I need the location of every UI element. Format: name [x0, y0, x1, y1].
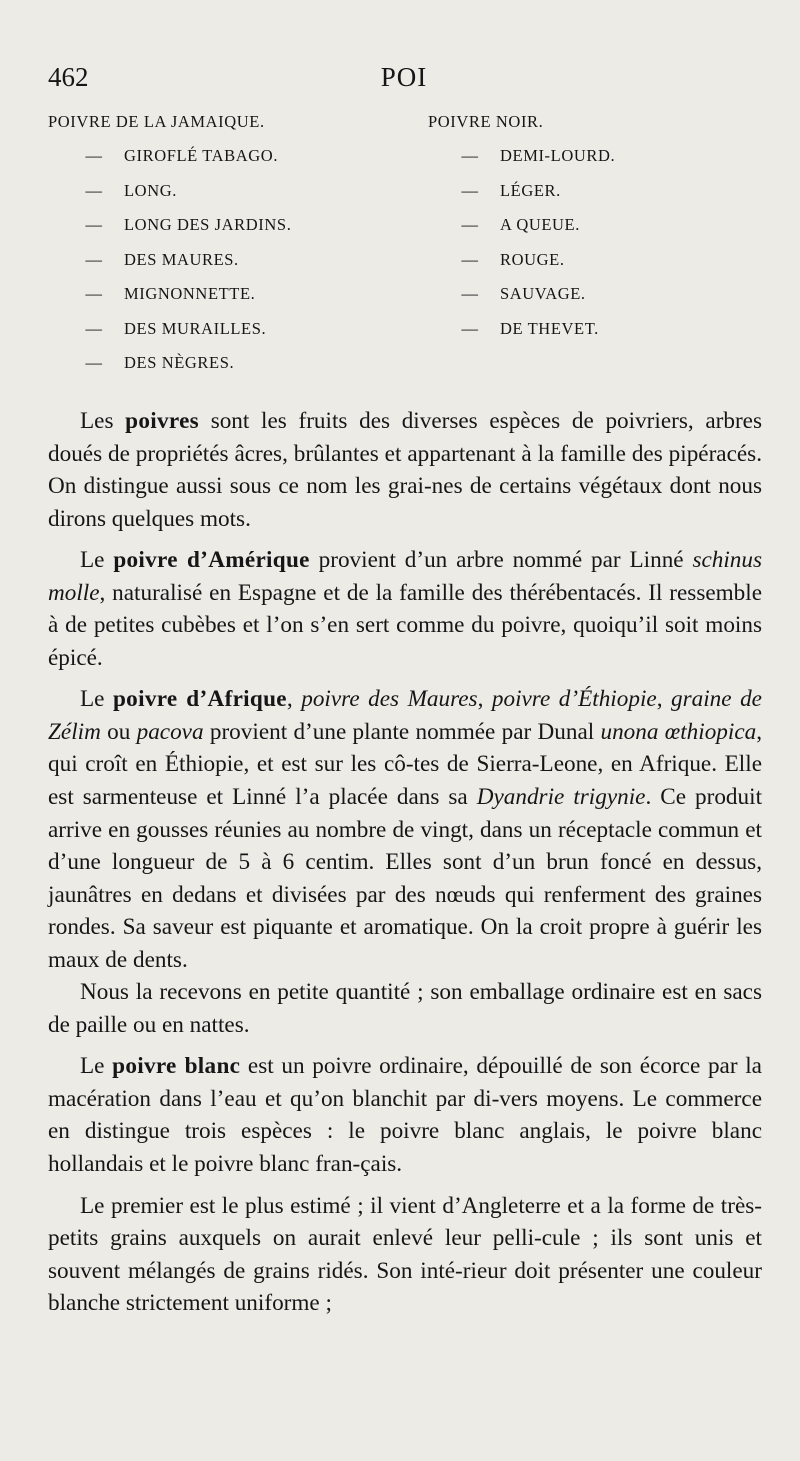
variety-column-right — [428, 112, 768, 353]
variety-column-left — [48, 112, 408, 388]
article-body — [48, 405, 762, 1320]
paragraph-reception: Nous la recevons en petite quantité ; son emballage ordinaire est en sacs de paille ou en nattes. — [48, 979, 762, 1038]
variety-name: DES MURAILLES. — [124, 318, 267, 338]
variety-name: LONG. — [124, 180, 177, 200]
variety-name: DES NÈGRES. — [124, 353, 235, 372]
variety-item-left — [48, 181, 408, 216]
text-run: Les — [80, 408, 126, 434]
variety-item-right — [428, 250, 768, 285]
text-run: , — [477, 686, 492, 713]
text-run: Le — [80, 1053, 113, 1080]
variety-name: DE THEVET. — [500, 318, 599, 338]
text-run: sont les fruits des diverses espèces de poivriers, arbres doués de propriétés âcres, brûlantes et appartenant à la famille des pipéracés. On distingue aussi sous ce nom les grai-nes de certains végétaux dont nous dirons quelques mots. — [48, 408, 762, 532]
variety-heading-left: POIVRE DE LA JAMAIQUE. — [48, 112, 265, 131]
dash: — — [461, 146, 479, 165]
dash: — — [461, 180, 479, 200]
variety-heading-right: POIVRE NOIR. — [428, 112, 544, 131]
dash: — — [85, 284, 103, 303]
paragraph-poivre-afrique — [48, 683, 762, 976]
text-run: , — [286, 686, 302, 713]
text-run: . Ce produit arrive en gousses réunies au nombre de vingt, dans un réceptacle commun et d’une longueur de 5 à 6 centim. Elles sont d’un brun foncé en dessus, jaunâtres en dedans et divisées par des nœuds qui renferment des graines rondes. Sa saveur est piquante et aromatique. On la croit propre à guérir les maux de dents. — [48, 784, 763, 973]
paragraph-poivre-amerique — [48, 544, 762, 674]
variety-item-left — [48, 319, 408, 354]
term-poivre-blanc: poivre blanc — [112, 1053, 241, 1080]
dash: — — [85, 318, 103, 338]
paragraph-premier: Le premier est le plus estimé ; il vient d’Angleterre et a la forme de très-petits grains auxquels on aurait enlevé leur pelli-cule ; ils sont unis et souvent mélangés de grains ridés. Son inté-rieur doit présenter une couleur blanche strictement uniforme ; — [48, 1192, 762, 1317]
dash: — — [461, 249, 479, 269]
text-run: provient d’un arbre nommé par Linné — [309, 547, 693, 574]
synonym: graine de Zélim — [48, 686, 762, 745]
text-run: , naturalisé en Espagne et de la famille des thérébentacés. Il ressemble à de petites cubèbes et l’on s’en sert comme du poivre, quoiqu’il soit moins épicé. — [48, 579, 762, 671]
variety-name: SAUVAGE. — [500, 284, 586, 303]
page-number: 462 — [48, 62, 89, 92]
synonym: pacova — [136, 718, 204, 745]
variety-name: MIGNONNETTE. — [124, 284, 256, 303]
variety-name: DEMI-LOURD. — [500, 146, 616, 165]
paragraph-poivre-blanc — [48, 1050, 762, 1180]
variety-item-left — [48, 353, 408, 388]
text-run: provient d’une plante nommée par Dunal — [203, 718, 601, 745]
dash: — — [85, 353, 103, 372]
text-run: ou — [100, 718, 137, 745]
variety-item-left — [48, 215, 408, 250]
text-run: Le — [80, 686, 113, 713]
dash: — — [85, 249, 103, 269]
text-run: , qui croît en Éthiopie, et est sur les cô-tes de Sierra-Leone, en Afrique. Elle est sarmenteuse et Linné l’a placée dans sa — [48, 718, 763, 811]
text-run: Le — [80, 547, 114, 574]
dash: — — [461, 215, 479, 234]
variety-name: DES MAURES. — [124, 249, 239, 269]
variety-item-right — [428, 146, 768, 181]
term-poivres: poivres — [125, 408, 199, 434]
variety-item-left — [48, 146, 408, 181]
page-header — [48, 62, 760, 98]
text-run: est un poivre ordinaire, dépouillé de son écorce par la macération dans l’eau et qu’on blanchit par di-vers moyens. Le commerce en distingue trois espèces : le poivre blanc anglais, le poivre blanc hollandais et le poivre blanc fran-çais. — [48, 1053, 762, 1178]
variety-name: LÉGER. — [500, 180, 561, 200]
variety-item-right — [428, 284, 768, 319]
dash: — — [461, 284, 479, 303]
variety-item-right — [428, 319, 768, 354]
paragraph-poivres — [48, 405, 762, 535]
latin-name: schinus molle — [48, 547, 763, 606]
pepper-variety-list — [48, 112, 760, 372]
variety-name: LONG DES JARDINS. — [124, 215, 292, 234]
dash: — — [85, 215, 103, 234]
synonym: poivre d’Éthiopie — [491, 686, 657, 713]
latin-name: unona œthiopica — [600, 718, 757, 745]
variety-name: ROUGE. — [500, 249, 565, 269]
latin-name: Dyandrie trigynie — [476, 784, 646, 811]
synonym: poivre des Maures — [301, 686, 478, 713]
variety-item-right — [428, 215, 768, 250]
dash: — — [85, 180, 103, 200]
running-head: POI — [380, 62, 428, 92]
variety-item-left — [48, 250, 408, 285]
variety-item-right — [428, 181, 768, 216]
term-poivre-amerique: poivre d’Amérique — [113, 547, 310, 574]
variety-name: A QUEUE. — [500, 215, 580, 234]
text-run: , — [656, 686, 672, 713]
dash: — — [85, 146, 103, 165]
variety-name: GIROFLÉ TABAGO. — [124, 146, 279, 165]
variety-item-left — [48, 284, 408, 319]
term-poivre-afrique: poivre d’Afrique — [112, 686, 287, 713]
dash: — — [461, 318, 479, 338]
